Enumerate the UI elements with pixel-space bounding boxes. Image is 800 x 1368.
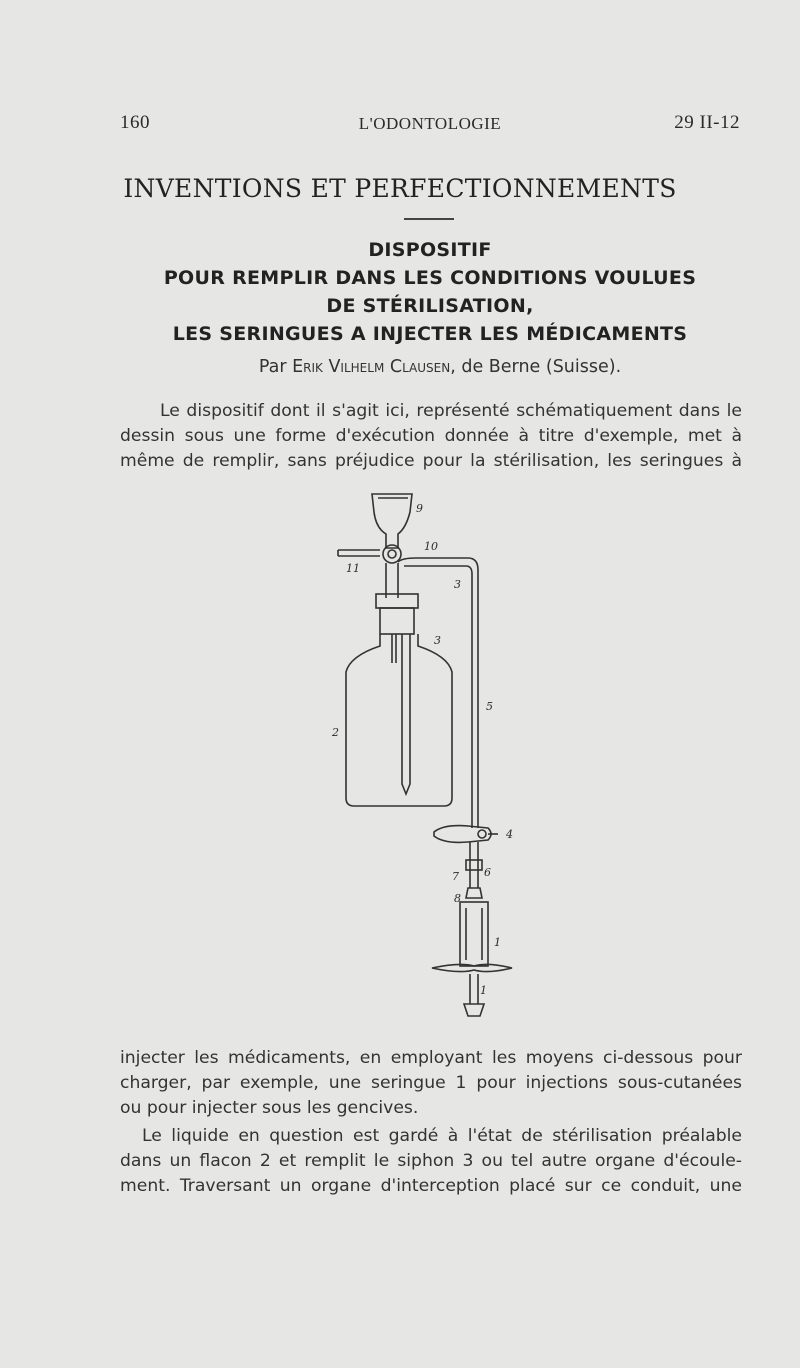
figure-label: 11 (346, 562, 360, 575)
article-title-line: LES SERINGUES A INJECTER LES MÉDICAMENTS (172, 323, 688, 345)
figure-label: 2 (332, 726, 339, 739)
text-line: Le liquide en question est gardé à l'état de stérilisation préalable (142, 1126, 742, 1146)
section-title: INVENTIONS ET PERFECTIONNEMENTS (123, 174, 677, 203)
page-number: 160 (120, 112, 150, 133)
article-title-line: POUR REMPLIR DANS LES CONDITIONS VOULUES (163, 267, 697, 289)
figure-label: 9 (416, 502, 423, 515)
byline (100, 357, 780, 377)
paragraph-intro (120, 399, 742, 474)
figure-label: 6 (484, 866, 491, 879)
figure-label: 3 (454, 578, 461, 591)
figure-label: 4 (506, 828, 513, 841)
article-title-line: DE STÉRILISATION, (326, 295, 534, 317)
figure-label: 8 (454, 892, 461, 905)
figure-label: 5 (486, 700, 493, 713)
figure-label: 1 (494, 936, 501, 949)
byline-suffix: , de Berne (Suisse). (450, 357, 622, 377)
text-line: même de remplir, sans préjudice pour la stérilisation, les seringues à (120, 451, 742, 471)
figure-label: 1 (480, 984, 487, 997)
issue-date: 29 II-12 (674, 112, 740, 133)
paragraph-liquid (120, 1124, 742, 1199)
text-line: injecter les médicaments, en employant les moyens ci-dessous pour (120, 1048, 742, 1068)
text-line: ment. Traversant un organe d'interception placé sur ce conduit, une (120, 1176, 742, 1196)
byline-prefix: Par (258, 357, 287, 377)
running-header (120, 112, 740, 138)
text-line: ou pour injecter sous les gencives. (120, 1098, 419, 1118)
journal-title: L'ODONTOLOGIE (358, 114, 502, 133)
article-title-line: DISPOSITIF (368, 239, 492, 261)
text-line: charger, par exemple, une seringue 1 pour injections sous-cutanées (120, 1073, 742, 1093)
apparatus-figure (320, 488, 540, 1028)
author-name: Erik Vilhelm Clausen (292, 357, 451, 377)
text-line: dessin sous une forme d'exécution donnée à titre d'exemple, met à (120, 426, 742, 446)
text-line: Le dispositif dont il s'agit ici, représenté schématiquement dans le (160, 401, 742, 421)
text-line: dans un flacon 2 et remplit le siphon 3 ou tel autre organe d'écoule- (120, 1151, 742, 1171)
figure-label: 7 (452, 870, 459, 883)
article-title (100, 236, 760, 348)
figure-label: 3 (434, 634, 441, 647)
paragraph-continuation (120, 1046, 742, 1121)
figure-label: 10 (424, 540, 438, 553)
title-rule (404, 218, 454, 220)
